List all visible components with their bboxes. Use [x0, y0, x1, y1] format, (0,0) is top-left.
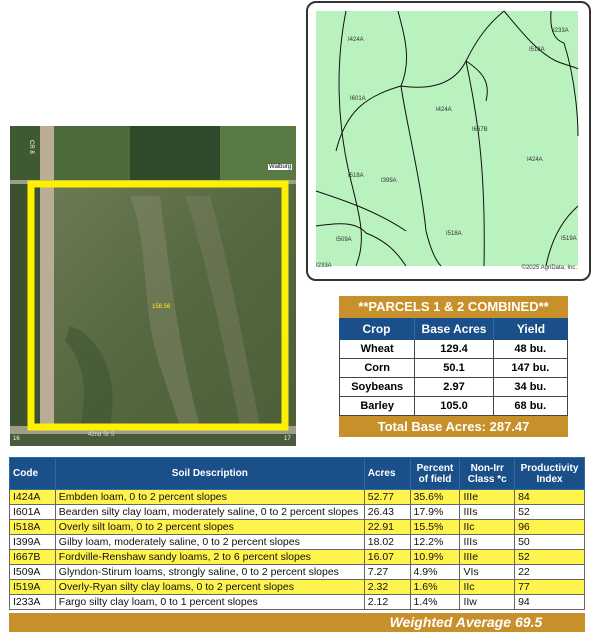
- map-copyright: ©2025 AgriData, Inc.: [521, 265, 577, 271]
- map-label-7: I424A: [527, 157, 543, 163]
- soil-acres: 2.32: [364, 580, 410, 595]
- map-label-10: I509A: [336, 237, 352, 243]
- soil-code: I233A: [10, 595, 56, 610]
- road-label-bottom: 42nd St S: [88, 432, 115, 438]
- soil-description: Embden loam, 0 to 2 percent slopes: [55, 490, 364, 505]
- crop-table-header: [339, 318, 568, 340]
- road-label-left: 16: [13, 436, 20, 442]
- soil-code: I399A: [10, 535, 56, 550]
- soil-acres: 18.02: [364, 535, 410, 550]
- map-label-3: I518A: [529, 47, 545, 53]
- soil-description: Fargo silty clay loam, 0 to 1 percent slopes: [55, 595, 364, 610]
- soil-row: [10, 550, 585, 565]
- soil-percent: 1.6%: [410, 580, 460, 595]
- soil-code: I509A: [10, 565, 56, 580]
- soil-description: Overly silt loam, 0 to 2 percent slopes: [55, 520, 364, 535]
- soil-acres: 52.77: [364, 490, 410, 505]
- crop-name: Corn: [340, 359, 415, 377]
- soil-percent: 15.5%: [410, 520, 460, 535]
- soil-percent: 4.9%: [410, 565, 460, 580]
- crop-yield: 147 bu.: [511, 362, 550, 374]
- crop-table: [339, 296, 568, 447]
- map-label-13: I233A: [316, 263, 332, 269]
- weighted-average-value: 69.5: [515, 614, 543, 630]
- soil-table: [9, 457, 585, 610]
- crop-table-title: **PARCELS 1 & 2 COMBINED**: [339, 296, 568, 318]
- soil-header-description: Soil Description: [55, 458, 364, 490]
- soil-pi: 22: [515, 565, 585, 580]
- crop-row: [339, 378, 568, 397]
- map-label-12: I519A: [561, 236, 577, 242]
- soil-header-code: Code: [10, 458, 56, 490]
- place-label: Walburg: [269, 164, 292, 170]
- soil-row: [10, 490, 585, 505]
- crop-row: [339, 359, 568, 378]
- soil-pi: 96: [515, 520, 585, 535]
- soil-class: VIs: [460, 565, 515, 580]
- map-label-9: I399A: [381, 178, 397, 184]
- soil-description: Overly-Ryan silty clay loams, 0 to 2 percent slopes: [55, 580, 364, 595]
- crop-yield: 34 bu.: [514, 381, 547, 393]
- crop-yield: 48 bu.: [514, 343, 547, 355]
- field-acres-label: 158.56: [152, 304, 171, 310]
- soil-acres: 26.43: [364, 505, 410, 520]
- soil-header-class: Non-Irr Class *c: [460, 458, 515, 490]
- crop-yield: 68 bu.: [514, 400, 547, 412]
- soil-acres: 2.12: [364, 595, 410, 610]
- crop-name: Soybeans: [340, 378, 415, 396]
- map-label-4: I601A: [350, 96, 366, 102]
- aerial-photo: [10, 126, 296, 446]
- crop-acres: 2.97: [415, 378, 493, 396]
- soil-percent: 1.4%: [410, 595, 460, 610]
- soil-code: I519A: [10, 580, 56, 595]
- soil-class: IIIs: [460, 535, 515, 550]
- soil-pi: 52: [515, 505, 585, 520]
- soil-class: IIw: [460, 595, 515, 610]
- soil-row: [10, 520, 585, 535]
- soil-description: Gilby loam, moderately saline, 0 to 2 percent slopes: [55, 535, 364, 550]
- soil-description: Bearden silty clay loam, moderately saline, 0 to 2 percent slopes: [55, 505, 364, 520]
- soil-code: I667B: [10, 550, 56, 565]
- road-label-vertical: CR 8: [28, 140, 34, 154]
- crop-header-crop: Crop: [339, 318, 415, 340]
- soil-percent: 10.9%: [410, 550, 460, 565]
- soil-row: [10, 535, 585, 550]
- soil-percent: 12.2%: [410, 535, 460, 550]
- soil-pi: 77: [515, 580, 585, 595]
- soil-header-acres: Acres: [364, 458, 410, 490]
- soil-percent: 17.9%: [410, 505, 460, 520]
- soil-code: I518A: [10, 520, 56, 535]
- soil-description: Fordville-Renshaw sandy loams, 2 to 6 percent slopes: [55, 550, 364, 565]
- aerial-photo-graphic: [10, 126, 296, 446]
- weighted-average-bar: [9, 613, 585, 632]
- weighted-average-label: Weighted Average: [389, 614, 511, 630]
- soil-header-percent: Percent of field: [410, 458, 460, 490]
- soil-row: [10, 580, 585, 595]
- soil-row: [10, 595, 585, 610]
- soil-acres: 22.91: [364, 520, 410, 535]
- soil-class: IIc: [460, 580, 515, 595]
- soil-description: Glyndon-Stirum loams, strongly saline, 0 to 2 percent slopes: [55, 565, 364, 580]
- crop-table-total: Total Base Acres: 287.47: [339, 416, 568, 437]
- soil-pi: 52: [515, 550, 585, 565]
- soil-pi: 84: [515, 490, 585, 505]
- map-label-6: I667B: [472, 127, 488, 133]
- soil-row: [10, 505, 585, 520]
- soil-row: [10, 565, 585, 580]
- map-label-5: I424A: [436, 107, 452, 113]
- map-label-11: I518A: [446, 231, 462, 237]
- road-label-right: 17: [284, 436, 291, 442]
- crop-name: Wheat: [340, 340, 415, 358]
- soil-code: I601A: [10, 505, 56, 520]
- map-label-1: I424A: [348, 37, 364, 43]
- map-label-2: I233A: [553, 28, 569, 34]
- soil-class: IIIs: [460, 505, 515, 520]
- crop-row: [339, 340, 568, 359]
- crop-row: [339, 397, 568, 416]
- soil-pi: 94: [515, 595, 585, 610]
- crop-header-acres: Base Acres: [415, 318, 494, 340]
- soil-table-header: [10, 458, 585, 490]
- soil-acres: 16.07: [364, 550, 410, 565]
- soil-acres: 7.27: [364, 565, 410, 580]
- soil-class: IIIe: [460, 550, 515, 565]
- crop-header-yield: Yield: [516, 322, 546, 336]
- soil-code: I424A: [10, 490, 56, 505]
- soil-class: IIc: [460, 520, 515, 535]
- soil-map: [306, 1, 591, 281]
- soil-header-productivity: Productivity Index: [515, 458, 585, 490]
- crop-name: Barley: [340, 397, 415, 415]
- crop-acres: 129.4: [415, 340, 493, 358]
- soil-percent: 35.6%: [410, 490, 460, 505]
- crop-acres: 105.0: [415, 397, 493, 415]
- crop-acres: 50.1: [415, 359, 493, 377]
- map-label-8: I518A: [348, 173, 364, 179]
- soil-pi: 50: [515, 535, 585, 550]
- soil-class: IIIe: [460, 490, 515, 505]
